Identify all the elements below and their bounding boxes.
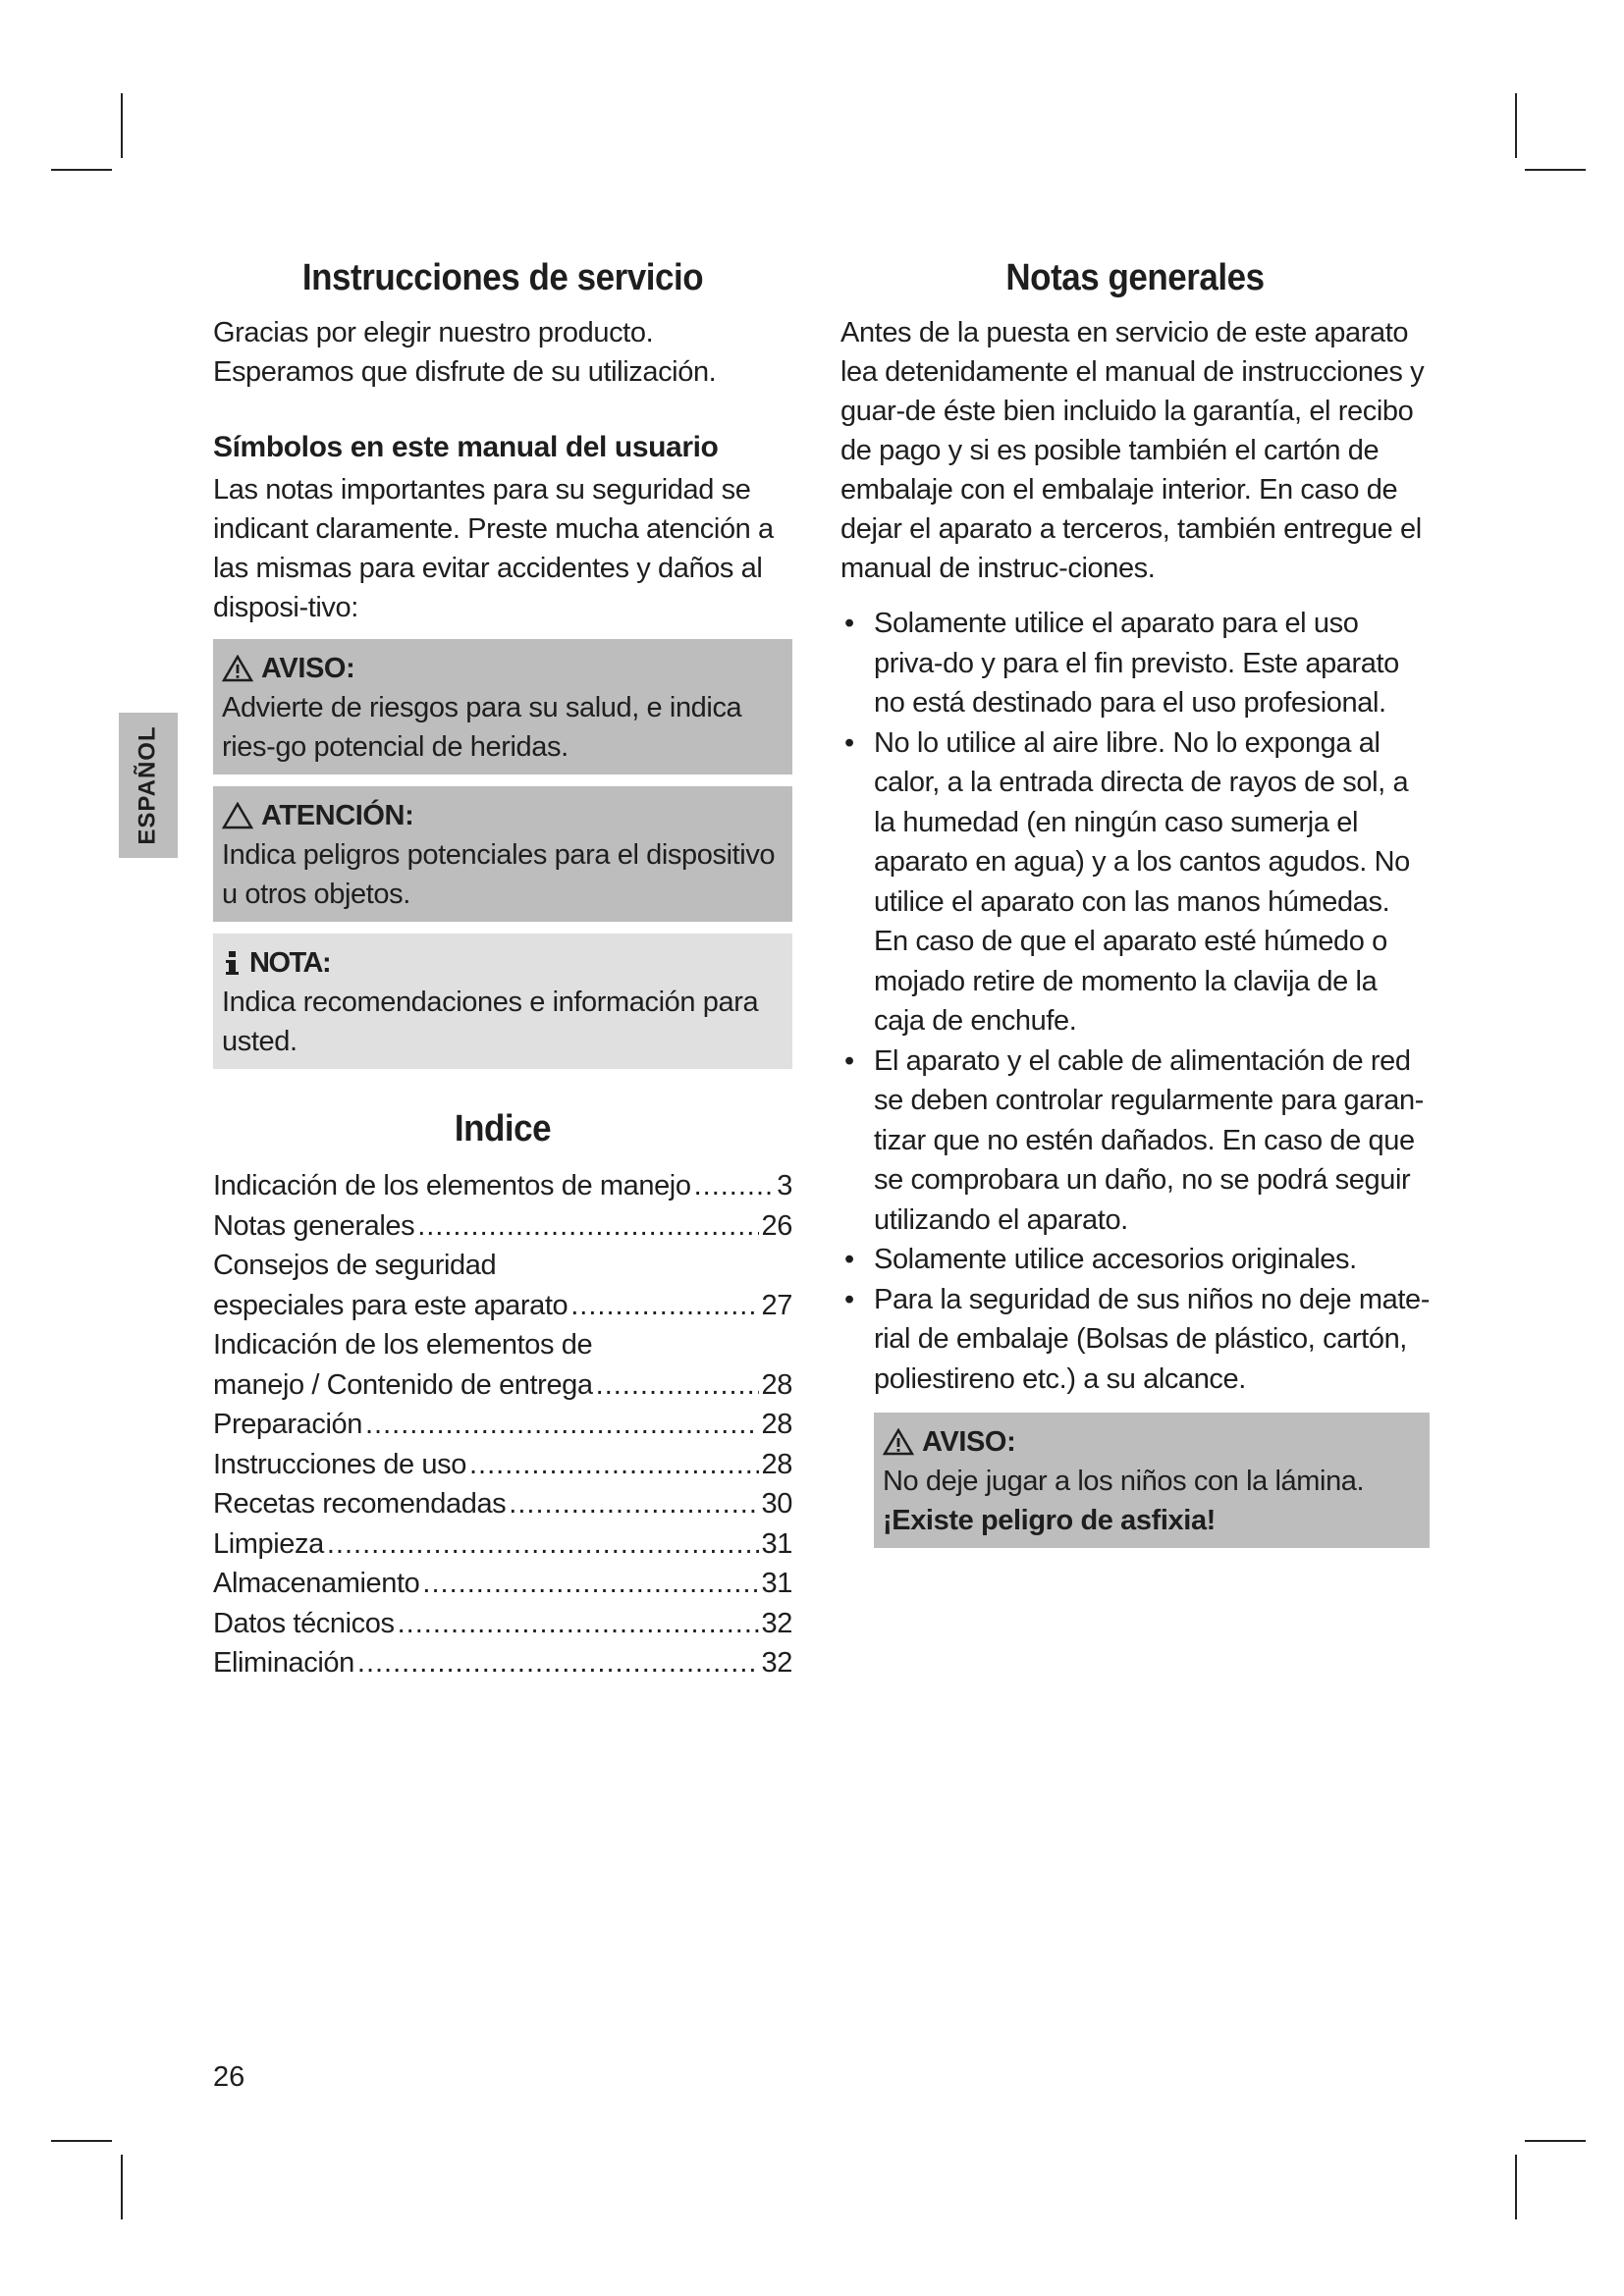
language-tab-label: ESPAÑOL (135, 725, 162, 845)
crop-mark (1515, 93, 1517, 158)
aviso-text: Advierte de riesgos para su salud, e indica ries-go potencial de heridas. (222, 692, 742, 763)
bullet-item: • El aparato y el cable de alimentación de red se deben controlar regularmente para garan-tizar que no estén dañados. En caso de que se comprobara un daño, no se podrá seguir utilizando el aparato. (840, 1041, 1430, 1241)
aviso-asfixia-emphasis: ¡Existe peligro de asfixia! (883, 1505, 1216, 1536)
nota-box (213, 934, 792, 1069)
toc-entry-page: 31 (761, 1527, 792, 1560)
toc-entry-page: 31 (761, 1568, 792, 1599)
toc-entry-title: Instrucciones de uso (213, 1448, 466, 1480)
toc-entry (213, 1365, 792, 1406)
table-of-contents (213, 1166, 792, 1683)
toc-entry-title: Recetas recomendadas (213, 1488, 507, 1520)
atencion-label: ATENCIÓN: (261, 800, 414, 831)
toc-entry (213, 1524, 792, 1565)
crop-mark (1515, 2155, 1517, 2219)
toc-leader-dots (509, 1484, 758, 1524)
crop-mark (51, 2140, 112, 2142)
toc-leader-dots (365, 1405, 759, 1445)
general-notes-intro: Antes de la puesta en servicio de este aparato lea detenidamente el manual de instrucciones y guar-de éste bien incluido la garantía, el recibo de pago y si es posible también el cartón de embalaje con el embalaje interior. En caso de dejar el aparato a terceros, también entregue el manual de instruc-ciones. (840, 317, 1425, 584)
toc-entry-page: 28 (761, 1448, 792, 1480)
crop-mark (51, 169, 112, 171)
toc-entry-page: 3 (777, 1170, 792, 1201)
toc-entry-title: Consejos de seguridad (213, 1250, 497, 1281)
crop-mark (121, 93, 123, 158)
toc-entry-page: 30 (761, 1488, 792, 1520)
intro-text: Gracias por elegir nuestro producto. Esperamos que disfrute de su utilización. (213, 317, 717, 388)
atencion-box (213, 786, 792, 922)
toc-leader-dots (417, 1206, 758, 1247)
bullet-item: • Para la seguridad de sus niños no deje mate-rial de embalaje (Bolsas de plástico, cartón, poliestireno etc.) a su alcance. (840, 1280, 1430, 1400)
toc-entry-title: Notas generales (213, 1209, 415, 1242)
nota-text: Indica recomendaciones e información para usted. (222, 987, 759, 1057)
left-column (213, 257, 792, 1683)
toc-entry (213, 1405, 792, 1445)
toc-entry-title: Indicación de los elementos de manejo (213, 1170, 691, 1201)
toc-entry-title: Eliminación (213, 1647, 354, 1679)
aviso-asfixia-label: AVISO: (922, 1426, 1016, 1458)
toc-entry (213, 1206, 792, 1247)
toc-entry-title: Datos técnicos (213, 1607, 395, 1639)
toc-entry (213, 1643, 792, 1683)
language-tab (119, 713, 178, 858)
toc-entry (213, 1246, 792, 1286)
toc-leader-dots (398, 1604, 759, 1644)
toc-entry-title: especiales para este aparato (213, 1289, 568, 1321)
toc-entry (213, 1286, 792, 1326)
safety-bullet-list (840, 604, 1430, 1399)
caution-triangle-icon (222, 802, 253, 829)
toc-entry-title: Indicación de los elementos de (213, 1329, 593, 1361)
toc-entry-page: 28 (761, 1409, 792, 1440)
toc-leader-dots (469, 1445, 759, 1485)
toc-entry (213, 1166, 792, 1206)
toc-entry (213, 1484, 792, 1524)
symbols-heading: Símbolos en este manual del usuario (213, 431, 719, 463)
warning-icon (222, 655, 253, 682)
crop-mark (121, 2155, 123, 2219)
aviso-box (213, 639, 792, 774)
toc-leader-dots (694, 1166, 775, 1206)
toc-entry-page: 27 (761, 1289, 792, 1321)
toc-entry (213, 1564, 792, 1604)
aviso-asfixia-box (874, 1413, 1430, 1548)
toc-entry-page: 32 (761, 1647, 792, 1679)
nota-label: NOTA: (249, 947, 331, 979)
toc-entry-page: 28 (761, 1368, 792, 1401)
toc-entry-title: manejo / Contenido de entrega (213, 1368, 593, 1401)
toc-entry (213, 1445, 792, 1485)
toc-entry-title: Limpieza (213, 1527, 324, 1560)
toc-leader-dots (357, 1643, 759, 1683)
bullet-item: • No lo utilice al aire libre. No lo exponga al calor, a la entrada directa de rayos de sol, a la humedad (en ningún caso sumerja el aparato en agua) y a los cantos agudos. No utilice el aparato con las manos húmedas. En caso de que el aparato esté húmedo o mojado retire de momento la clavija de la caja de enchufe. (840, 723, 1430, 1041)
toc-leader-dots (327, 1524, 759, 1565)
page-title: Instrucciones de servicio (301, 257, 704, 298)
toc-entry (213, 1325, 792, 1365)
index-title: Indice (454, 1108, 552, 1149)
toc-entry-title: Almacenamiento (213, 1568, 420, 1599)
bullet-item: • Solamente utilice accesorios originales. (840, 1240, 1430, 1280)
bullet-item: • Solamente utilice el aparato para el uso priva-do y para el fin previsto. Este aparato no está destinado para el uso profesional. (840, 604, 1430, 723)
toc-leader-dots (570, 1286, 758, 1326)
aviso-asfixia-text: No deje jugar a los niños con la lámina. (883, 1466, 1365, 1497)
toc-entry-title: Preparación (213, 1409, 362, 1440)
toc-leader-dots (596, 1365, 759, 1406)
toc-leader-dots (422, 1564, 758, 1604)
warning-icon (883, 1428, 914, 1456)
atencion-text: Indica peligros potenciales para el dispositivo u otros objetos. (222, 839, 776, 910)
aviso-label: AVISO: (261, 653, 355, 684)
symbols-text: Las notas importantes para su seguridad se indicant claramente. Preste mucha atención a las mismas para evitar accidentes y daños al disposi-tivo: (213, 474, 774, 623)
right-column (840, 257, 1430, 1548)
info-icon (222, 949, 242, 977)
page-number: 26 (213, 2061, 245, 2093)
toc-entry (213, 1604, 792, 1644)
section-title: Notas generales (1005, 257, 1265, 298)
toc-entry-page: 32 (761, 1607, 792, 1639)
crop-mark (1525, 169, 1586, 171)
toc-entry-page: 26 (761, 1209, 792, 1242)
crop-mark (1525, 2140, 1586, 2142)
